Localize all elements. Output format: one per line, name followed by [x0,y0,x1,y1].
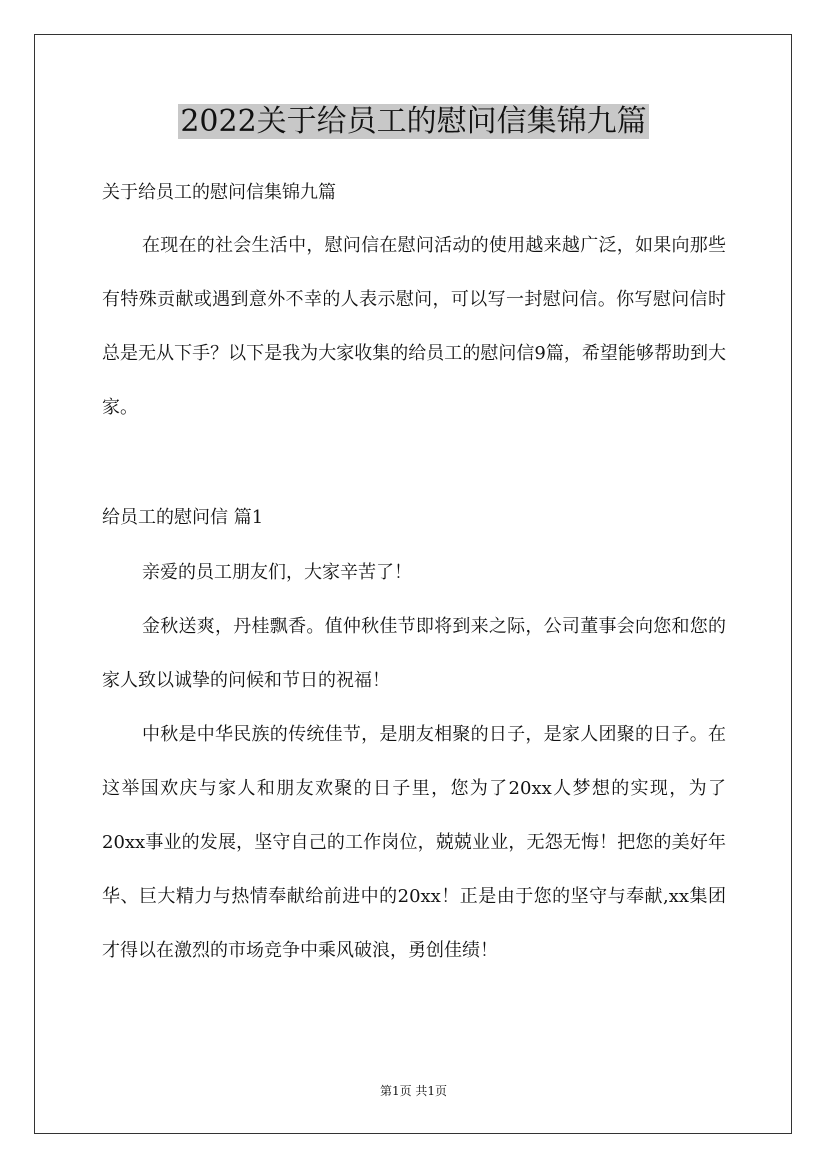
body-paragraph-1: 金秋送爽，丹桂飘香。值仲秋佳节即将到来之际，公司董事会向您和您的家人致以诚挚的问候和节日的祝福！ [102,616,726,691]
document-subtitle: 关于给员工的慰问信集锦九篇 [102,182,336,203]
intro-paragraph: 在现在的社会生活中，慰问信在慰问活动的使用越来越广泛，如果向那些有特殊贡献或遇到意外不幸的人表示慰问，可以写一封慰问信。你写慰问信时总是无从下手？以下是我为大家收集的给员工的慰问信9篇，希望能够帮助到大家。 [102,235,726,418]
greeting-paragraph: 亲爱的员工朋友们，大家辛苦了！ [142,562,412,583]
body-paragraph-2: 中秋是中华民族的传统佳节，是朋友相聚的日子，是家人团聚的日子。在这举国欢庆与家人和朋友欢聚的日子里，您为了20xx人梦想的实现，为了20xx事业的发展，坚守自己的工作岗位，兢兢业业，无怨无悔！把您的美好年华、巨大精力与热情奉献给前进中的20xx！正是由于您的坚守与奉献,xx集团才得以在激烈的市场竞争中乘风破浪，勇创佳绩！ [102,724,726,961]
title-text: 2022关于给员工的慰问信集锦九篇 [180,104,647,139]
section-heading: 给员工的慰问信 篇1 [102,507,264,528]
document-title [0,100,827,144]
page-footer: 第1页 共1页 [379,1084,448,1098]
